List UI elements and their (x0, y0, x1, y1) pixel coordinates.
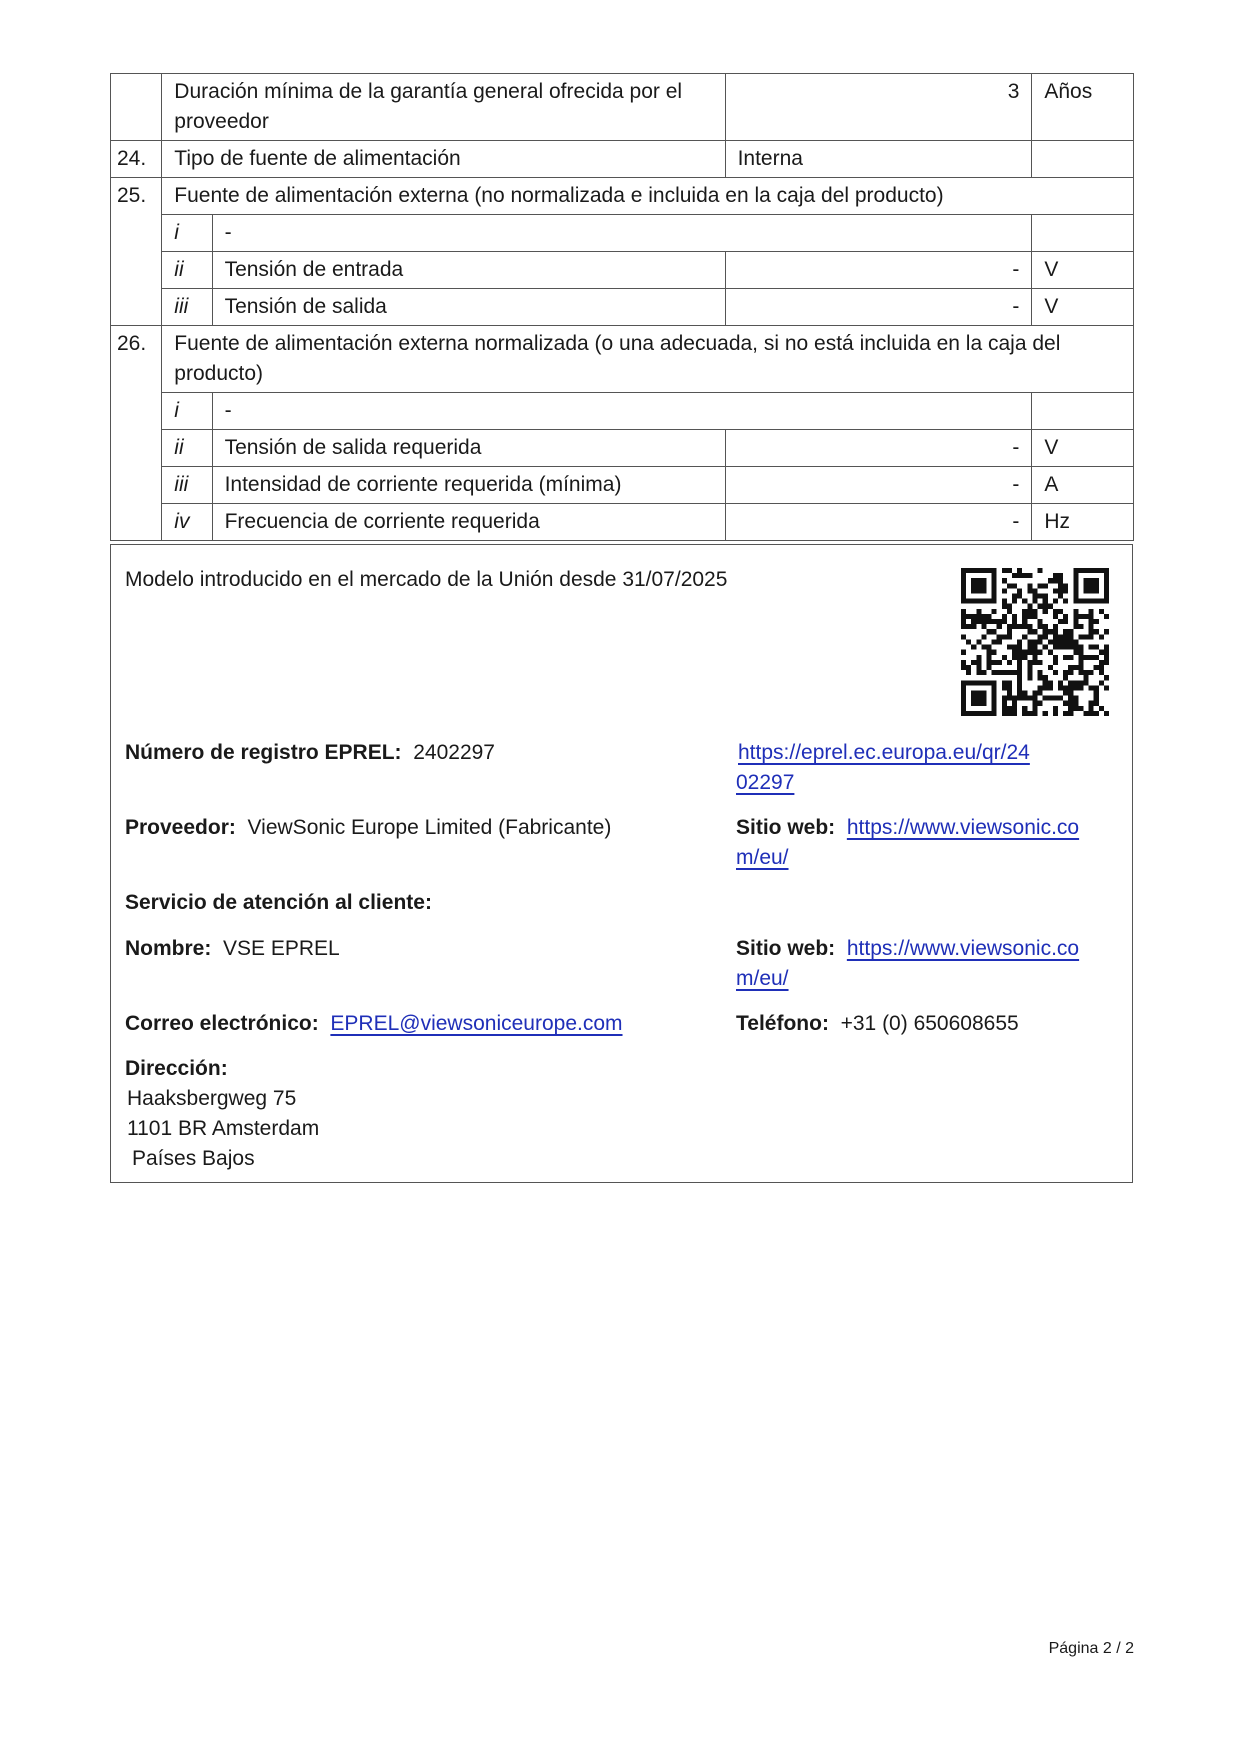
row-value: - (725, 252, 1032, 289)
eprel-link-line1[interactable]: https://eprel.ec.europa.eu/qr/24 (738, 741, 1030, 764)
qr-code-icon[interactable] (961, 568, 1109, 716)
row-unit: A (1032, 467, 1134, 504)
row-unit: V (1032, 430, 1134, 467)
contact-name (125, 934, 340, 964)
row-label: Tipo de fuente de alimentación (162, 141, 725, 178)
service-website (736, 934, 1079, 994)
phone-value: +31 (0) 650608655 (840, 1012, 1019, 1035)
row-unit: V (1032, 289, 1134, 326)
row-value: 3 (725, 74, 1032, 141)
table-row (111, 141, 1134, 178)
table-row (111, 178, 1134, 215)
row-unit: Hz (1032, 504, 1134, 541)
row-index: iv (162, 504, 212, 541)
row-value: - (725, 467, 1032, 504)
website-link-line1[interactable]: https://www.viewsonic.co (846, 937, 1080, 960)
row-label: Tensión de salida (212, 289, 725, 326)
eprel-info-card (110, 544, 1133, 1183)
website-label: Sitio web: (736, 816, 836, 839)
email-label: Correo electrónico: (125, 1012, 319, 1035)
row-index: iii (162, 289, 212, 326)
specs-table (110, 73, 1134, 541)
row-label: - (212, 393, 1032, 430)
address-country: Países Bajos (132, 1147, 255, 1170)
row-value: - (725, 430, 1032, 467)
row-value: - (725, 504, 1032, 541)
website-label: Sitio web: (736, 937, 836, 960)
table-row (111, 430, 1134, 467)
address-city: 1101 BR Amsterdam (127, 1117, 320, 1140)
eprel-label: Número de registro EPREL: (125, 741, 402, 764)
website-link-line2[interactable]: m/eu/ (736, 846, 789, 869)
row-value: Interna (725, 141, 1032, 178)
row-label: Duración mínima de la garantía general ofrecida por el proveedor (162, 74, 725, 141)
supplier-website (736, 813, 1079, 873)
customer-service-heading: Servicio de atención al cliente: (125, 891, 432, 914)
eprel-number: 2402297 (413, 741, 495, 764)
name-value: VSE EPREL (223, 937, 340, 960)
row-label: Frecuencia de corriente requerida (212, 504, 725, 541)
supplier-name: ViewSonic Europe Limited (Fabricante) (247, 816, 612, 839)
row-number: 24. (111, 141, 162, 178)
row-number: 26. (111, 326, 162, 393)
row-unit: V (1032, 252, 1134, 289)
contact-email (125, 1009, 623, 1039)
row-label: Tensión de salida requerida (212, 430, 725, 467)
page-number: Página 2 / 2 (1048, 1640, 1134, 1657)
row-index: ii (162, 252, 212, 289)
table-row (111, 74, 1134, 141)
row-index: iii (162, 467, 212, 504)
row-label: - (212, 215, 1032, 252)
eprel-link-line2[interactable]: 02297 (736, 771, 795, 794)
address-label: Dirección: (125, 1057, 228, 1080)
contact-phone (736, 1009, 1019, 1039)
table-row (111, 215, 1134, 252)
table-row (111, 504, 1134, 541)
email-link[interactable]: EPREL@viewsoniceurope.com (330, 1012, 623, 1035)
row-label: Fuente de alimentación externa (no normalizada e incluida en la caja del producto) (162, 178, 1134, 215)
row-index: i (162, 393, 212, 430)
website-link-line1[interactable]: https://www.viewsonic.co (846, 816, 1080, 839)
row-index: i (162, 215, 212, 252)
supplier-label: Proveedor: (125, 816, 236, 839)
table-row (111, 393, 1134, 430)
row-label: Tensión de entrada (212, 252, 725, 289)
table-row (111, 326, 1134, 393)
eprel-registration (125, 738, 495, 768)
table-row (111, 252, 1134, 289)
phone-label: Teléfono: (736, 1012, 829, 1035)
row-label: Intensidad de corriente requerida (mínima) (212, 467, 725, 504)
address-street: Haaksbergweg 75 (127, 1087, 297, 1110)
supplier (125, 813, 611, 843)
name-label: Nombre: (125, 937, 212, 960)
website-link-line2[interactable]: m/eu/ (736, 967, 789, 990)
intro-text: Modelo introducido en el mercado de la Unión desde 31/07/2025 (125, 568, 728, 591)
row-label: Fuente de alimentación externa normalizada (o una adecuada, si no está incluida en la caja del producto) (162, 326, 1134, 393)
eprel-link[interactable] (736, 738, 1030, 798)
row-value: - (725, 289, 1032, 326)
row-number: 25. (111, 178, 162, 215)
row-unit: Años (1032, 74, 1134, 141)
address-block (125, 1054, 319, 1174)
table-row (111, 467, 1134, 504)
row-index: ii (162, 430, 212, 467)
table-row (111, 289, 1134, 326)
